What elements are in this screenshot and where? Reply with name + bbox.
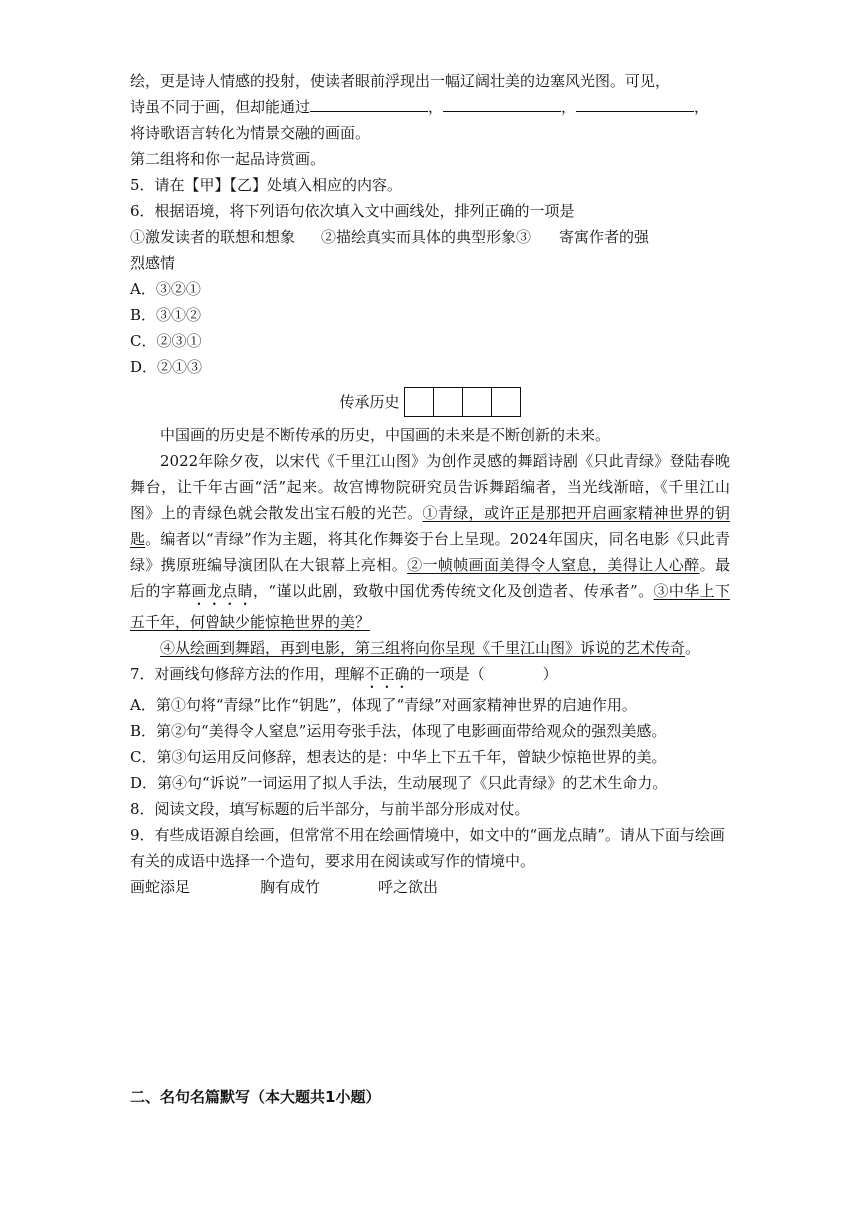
q6-item-3-cont: 烈感情 <box>130 254 176 272</box>
underlined-sentence-4: ④从绘画到舞蹈，再到电影，第三组将向你呈现《千里江山图》诉说的艺术传奇 <box>160 639 686 657</box>
idiom-3: 呼之欲出 <box>378 878 439 896</box>
document-body <box>130 68 730 900</box>
dotted-idiom: 画龙点睛 <box>191 582 253 600</box>
q7-stem-text: ） <box>542 665 558 683</box>
question-6-stem: 6．根据语境，将下列语句依次填入文中画线处，排列正确的一项是 <box>130 202 575 220</box>
section-heading-2: 二、名句名篇默写（本大题共1小题） <box>130 1088 381 1106</box>
q7-option-a[interactable]: A．第①句将“青绿”比作“钥匙”，体现了“青绿”对画家精神世界的启迪作用。 <box>130 696 637 714</box>
q6-option-d[interactable]: D．②①③ <box>130 358 203 376</box>
q6-item-2: ②描绘真实而具体的典型形象③ <box>321 228 532 246</box>
passage-paragraph-2 <box>130 448 730 635</box>
q9-idioms <box>130 874 730 900</box>
intro-line-2 <box>130 94 730 120</box>
q7-stem-text: 7．对画线句修辞方法的作用，理解 <box>130 665 365 683</box>
passage-text: 2022年除夕夜，以宋代《千里江山图》为创作灵感的舞蹈诗剧《只此青绿》登陆春晚舞台，让千年古画“活”起来。故宫博物院研究员告诉舞蹈编者，当光线渐暗，《千里江山图》上的青绿色就会散发出宝石般的光芒。 <box>130 452 730 522</box>
q6-item-3: 寄寓作者的强 <box>559 228 650 246</box>
question-9-stem: 9．有些成语源自绘画，但常常不用在绘画情境中，如文中的“画龙点睛”。请从下面与绘画有关的成语中选择一个造句，要求用在阅读或写作的情境中。 <box>130 826 725 870</box>
underlined-sentence-3: ③中华上下五千年，何曾缺少能惊艳世界的美？ <box>130 582 730 631</box>
title-box[interactable] <box>433 388 462 416</box>
question-8: 8．阅读文段，填写标题的后半部分，与前半部分形成对仗。 <box>130 800 530 818</box>
q7-option-c[interactable]: C．第③句运用反问修辞，想表达的是：中华上下五千年，曾缺少惊艳世界的美。 <box>130 748 667 766</box>
q7-stem-text: 的一项是（ <box>409 665 485 683</box>
q6-option-c[interactable]: C．②③① <box>130 332 202 350</box>
title-box[interactable] <box>405 388 433 416</box>
intro-line-4: 第二组将和你一起品诗赏画。 <box>130 150 326 168</box>
question-7-stem <box>130 661 730 692</box>
answer-blank-1[interactable] <box>310 97 428 112</box>
title-box[interactable] <box>491 388 520 416</box>
title-box[interactable] <box>462 388 491 416</box>
q7-emphasis: 不正确 <box>364 665 410 683</box>
answer-blank-3[interactable] <box>576 97 694 112</box>
q7-option-d[interactable]: D．第④句“诉说”一词运用了拟人手法，生动展现了《只此青绿》的艺术生命力。 <box>130 774 668 792</box>
q6-item-1: ①激发读者的联想和想象 <box>130 228 296 246</box>
passage-text: 。 <box>685 639 701 657</box>
intro-line-3: 将诗歌语言转化为情景交融的画面。 <box>130 124 371 142</box>
underlined-sentence-2: ②一帧帧画面美得令人窒息，美得让人心醉 <box>407 556 700 574</box>
passage-title-row <box>130 386 730 416</box>
q7-option-b[interactable]: B．第②句“美得令人窒息”运用夸张手法，体现了电影画面带给观众的强烈美感。 <box>130 722 667 740</box>
passage-text: ，“谨以此剧，致敬中国优秀传统文化及创造者、传承者”。 <box>253 582 654 600</box>
answer-blank-2[interactable] <box>443 97 561 112</box>
passage-text: 。最后的字幕 <box>130 556 730 600</box>
q6-option-b[interactable]: B．③①② <box>130 306 202 324</box>
idiom-1: 画蛇添足 <box>130 878 191 896</box>
q6-option-a[interactable]: A．③②① <box>130 280 201 298</box>
underlined-sentence-1: ①青绿，或许正是那把开启画家精神世界的钥匙 <box>130 504 730 548</box>
passage-text: 。编者以“青绿”作为主题，将其化作舞姿于台上呈现。2024年国庆，同名电影《只此青绿》携原班编导演团队在大银幕上亮相。 <box>130 530 730 574</box>
separator: ， <box>694 98 710 116</box>
title-answer-boxes[interactable] <box>404 387 521 417</box>
separator: ， <box>428 98 444 116</box>
question-6-items <box>130 224 730 250</box>
passage-paragraph-1: 中国画的历史是不断传承的历史，中国画的未来是不断创新的未来。 <box>160 426 611 444</box>
intro-line-1: 绘，更是诗人情感的投射，使读者眼前浮现出一幅辽阔壮美的边塞风光图。可见， <box>130 72 671 90</box>
question-5: 5．请在【甲】【乙】处填入相应的内容。 <box>130 176 403 194</box>
idiom-2: 胸有成竹 <box>260 878 321 896</box>
passage-title: 传承历史 <box>339 393 400 411</box>
separator: ， <box>561 98 577 116</box>
intro-line-2-text: 诗虽不同于画，但却能通过 <box>130 98 311 116</box>
passage-paragraph-3 <box>130 635 730 661</box>
